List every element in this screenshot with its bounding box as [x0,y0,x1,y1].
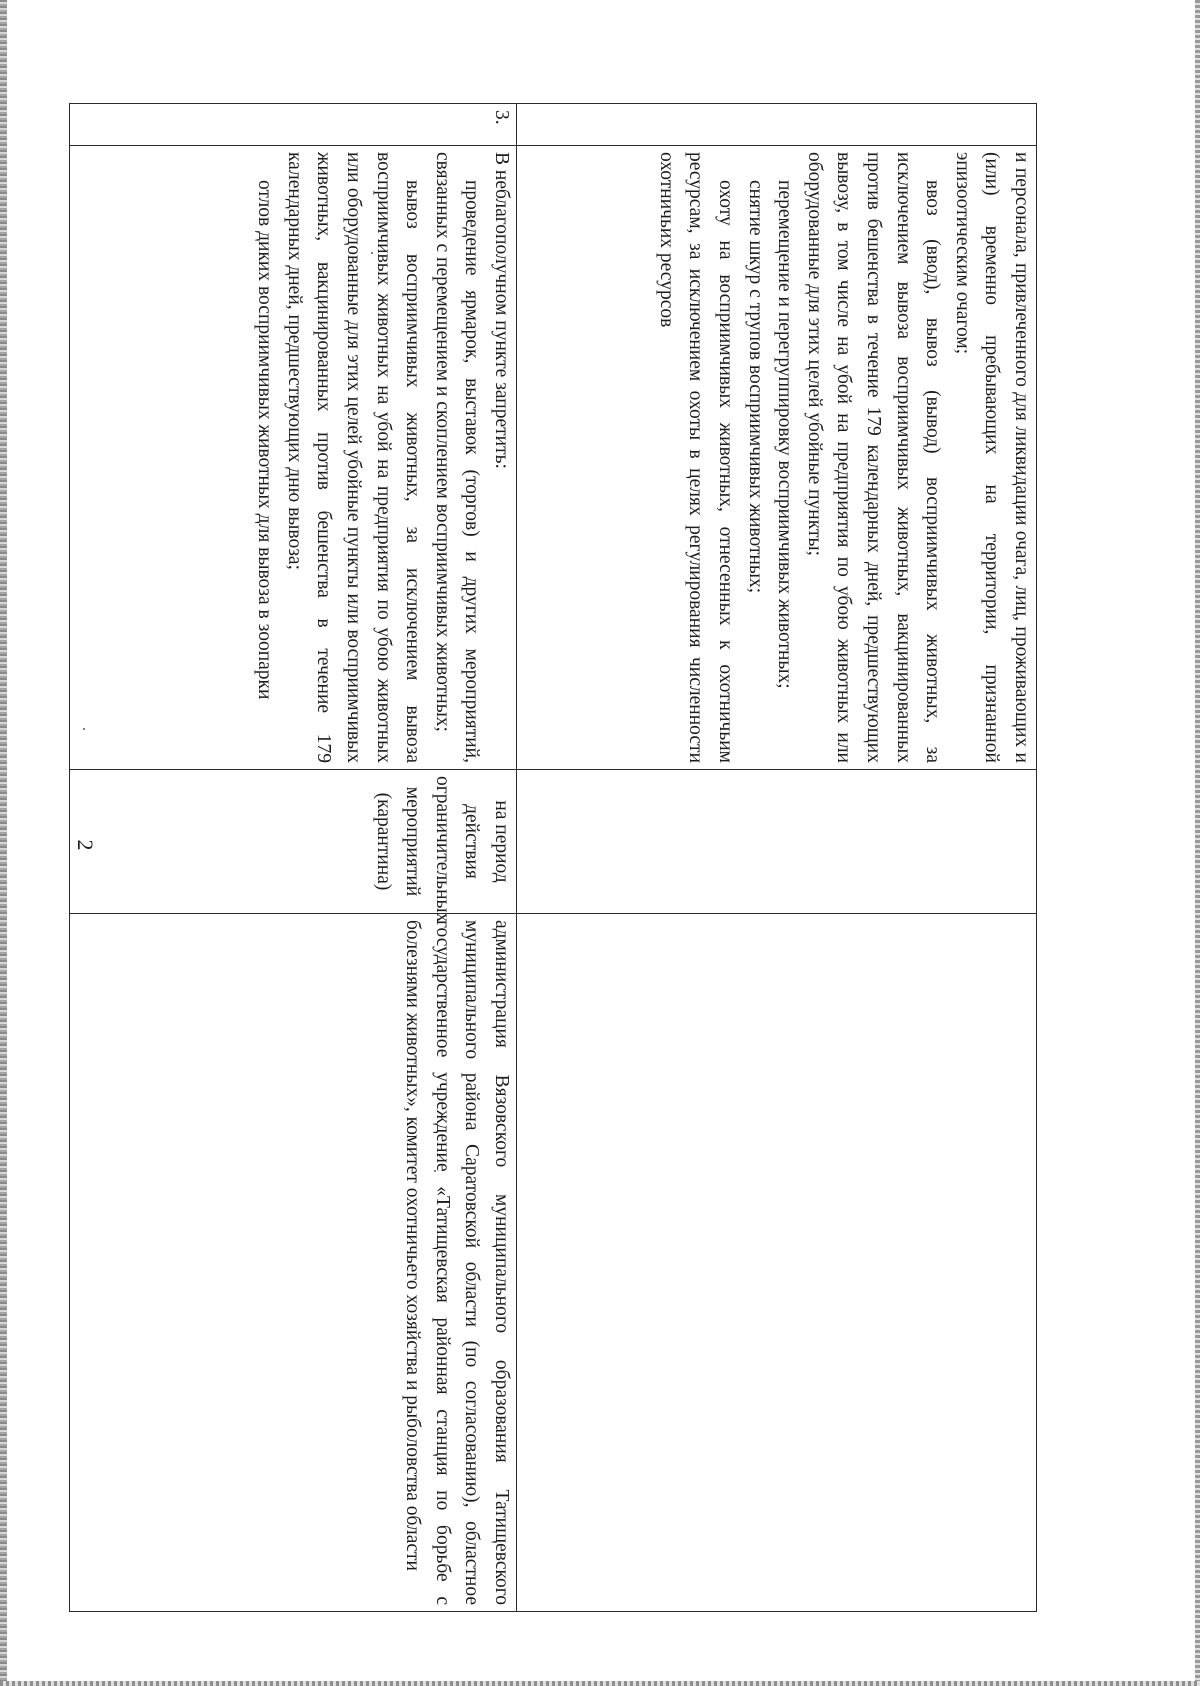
term-cell: на период действия ограничительных мероприятий (карантина) [70,770,517,914]
measures-table [69,103,1037,1612]
table-row [70,104,517,1612]
measure-item: ввоз (ввод), вывоз (вывод) восприимчивых животных, за исключением вывоза восприимчивых животных, вакцинированных против бешенства в течение 179 календарных дней, предшествующих вывозу, в том числе на убой на предприятия по убою животных или оборудованные для этих целей убойные пункты; [803,152,944,763]
table-row [517,104,1037,1612]
row-number [517,104,1037,146]
measure-item: и персонала, привлеченного для ликвидации очага, лиц, проживающих и (или) временно пребывающих на территории, признанной эпизоотическим очагом; [951,152,1032,763]
term-cell [517,770,1037,914]
measure-item: охоту на восприимчивых животных, отнесенных к охотничьим ресурсам, за исключением охоты в целях регулирования численности охотничьих ресурсов [655,152,737,763]
measure-item: перемещение и перегруппировку восприимчивых животных; [774,180,796,689]
measure-item: вывоз восприимчивых животных, за исключением вывоза восприимчивых животных на убой на предприятия по убою животных или оборудованные для этих целей убойные пункты или восприимчивых животных, вакцинированных против бешенства в течение 179 календарных дней, предшествующих дню вывоза; [283,152,424,763]
measure-item: В неблагополучном пункте запретить: [491,152,512,469]
responsible-cell: администрация Вязовского муниципального образования Татищевского муниципального района Саратовской области (по согласованию), областное государственное учреждение «Татищевская районная станция по борьбе с болезнями животных», комитет охотничьего хозяйства и рыболовства области [70,914,517,1612]
measures-cell [70,146,517,770]
measure-item: отлов диких восприимчивых животных для вывоза в зоопарки [254,180,276,700]
responsible-cell [517,914,1037,1612]
measure-item: проведение ярмарок, выставок (торгов) и других мероприятий, связанных с перемещением и скоплением восприимчивых животных; [431,152,483,763]
row-number: 3. [70,104,517,146]
page-number: 2 [73,839,98,851]
measure-item: снятие шкур с трупов восприимчивых животных; [744,180,766,594]
measures-cell [517,146,1037,770]
